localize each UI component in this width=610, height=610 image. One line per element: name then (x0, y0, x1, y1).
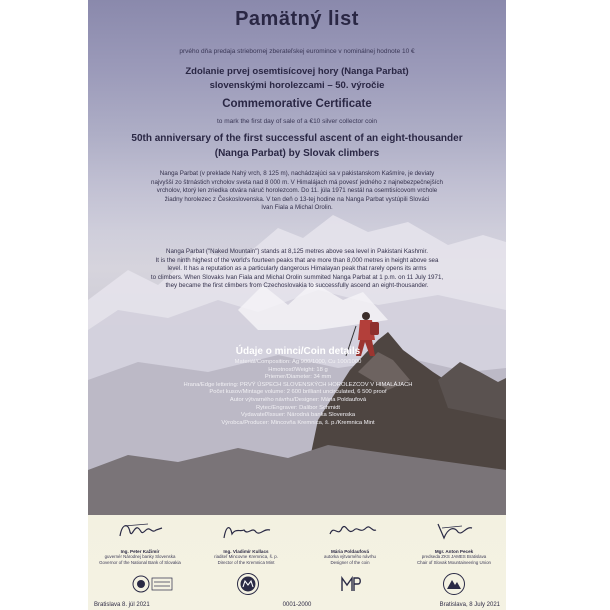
coin-details (148, 346, 448, 427)
signature-governor (90, 518, 190, 544)
paragraph-sk (100, 170, 494, 213)
certificate-number: 0001-2000 (282, 602, 312, 608)
signature-mint-director (196, 518, 296, 544)
signature-union-chair (404, 518, 504, 544)
signatory-name: Ing. Vladimír Kullacs (223, 549, 269, 554)
paragraph-en (100, 248, 494, 291)
subtitle-en: to mark the first day of sale of a €10 silver collector coin (216, 118, 378, 125)
designer-monogram-logo (339, 572, 363, 596)
paragraph-sk-line: najvyšší zo štrnástich vrcholov sveta nad 8 000 m. V Himalájach má povesť jedného z najnebezpečnejších (151, 178, 443, 186)
signatory-title-sk: guvernér Národnej banky Slovenska (104, 554, 176, 560)
coin-detail-row: Hmotnosť/Weight: 18 g (268, 366, 328, 373)
signatory-title-en: Governor of the National Bank of Slovakia (99, 559, 181, 565)
signatures-section (88, 518, 506, 610)
signature-designer (300, 518, 400, 544)
signatory-designer (300, 518, 400, 565)
heading-sk-line-2: slovenskými horolezcami – 50. výročie (209, 80, 385, 91)
signatory-title-en: Director of the Kremnica Mint (217, 559, 275, 565)
coin-details-heading: Údaje o minci/Coin details (235, 346, 361, 357)
certificate-title-en: Commemorative Certificate (222, 98, 372, 110)
signatory-mint-director (196, 518, 296, 565)
signatory-union-chair (404, 518, 504, 565)
coin-detail-row: Autor výtvarného návrhu/Designer: Mária Poldaufová (229, 396, 367, 403)
paragraph-sk-line: Ivan Fiala a Michal Orolin. (261, 204, 333, 212)
signatory-title-sk: predseda ZKS JAMES Bratislava (421, 554, 487, 560)
james-union-logo (442, 572, 466, 596)
paragraph-sk-line: Nanga Parbat (v preklade Nahý vrch, 8 125 m), nachádzajúci sa v pakistanskom Kašmíre, je deviaty (159, 170, 435, 177)
coin-detail-row: Materiál/Composition: Ag 900/1000, Cu 100/1000 (234, 359, 362, 365)
nbs-logo (132, 572, 174, 596)
paragraph-en-line: Nanga Parbat ("Naked Mountain") stands at 8,125 metres above sea level in Pakistani Kashmir. (165, 248, 428, 255)
signatory-title-en: Designer of the coin (330, 559, 370, 565)
paragraph-sk-line: vrcholov, ktorý len zriedka otvára náruč horolezcom. Do 11. júla 1971 nestál na osemtisícovom vrchole (156, 187, 438, 195)
signatory-title-en: Chair of Slovak Mountaineering Union (417, 559, 491, 565)
signatory-title-sk: autorka výtvarného návrhu (324, 554, 376, 560)
paragraph-en-line: they became the first climbers from Czechoslovakia to successfully ascend an eight-thousander. (165, 282, 429, 290)
signatory-governor (90, 518, 190, 565)
signatory-name: Mgr. Anton Pecek (434, 549, 474, 554)
coin-detail-row: Rytec/Engraver: Dalibor Schmidt (255, 404, 341, 411)
signatory-title-sk: riaditeľ Mincovne Kremnica, š. p. (214, 554, 278, 560)
coin-detail-row: Priemer/Diameter: 34 mm (264, 374, 332, 381)
certificate-sheet (88, 0, 506, 610)
date-en: Bratislava, 8 July 2021 (439, 602, 500, 608)
signatory-name: Ing. Peter Kažimír (120, 549, 160, 554)
paragraph-sk-line: žiadny horolezec z Československa. V ten deň o 13-tej hodine na Nanga Parbat vystúpili Slováci (164, 195, 430, 203)
coin-detail-row: Hrana/Edge lettering: PRVÝ ÚSPECH SLOVENSKÝCH HOROLEZCOV V HIMALÁJACH (183, 381, 413, 388)
subtitle-sk: prvého dňa predaja striebornej zberateľskej euromince v nominálnej hodnote 10 € (179, 48, 415, 55)
coin-detail-row: Vydavateľ/Issuer: Národná banka Slovenska (240, 412, 356, 419)
paragraph-en-line: to climbers. When Slovaks Ivan Fiala and Michal Orolin summited Nanga Parbat at 1 p.m. on 11 July 1971, (150, 273, 444, 281)
heading-sk-line-1: Zdolanie prvej osemtisícovej hory (Nanga Parbat) (185, 66, 409, 77)
heading-en-line-1: 50th anniversary of the first successful ascent of an eight-thousander (131, 133, 463, 144)
heading-en-line-2: (Nanga Parbat) by Slovak climbers (214, 148, 380, 159)
date-sk: Bratislava 8. júl 2021 (94, 602, 150, 608)
signatory-name: Mária Poldaufová (330, 549, 370, 554)
kremnica-mint-logo (236, 572, 260, 596)
coin-detail-row: Výrobca/Producer: Mincovňa Kremnica, š. p./Kremnica Mint (221, 419, 375, 426)
paragraph-en-line: level. It has a reputation as a particularly dangerous Himalayan peak that rarely opens its arms (167, 265, 427, 273)
certificate-title-sk: Pamätný list (235, 8, 359, 30)
coin-detail-row: Počet kusov/Mintage volume: 2 600 brilliant uncirculated, 6 500 proof (209, 389, 387, 396)
paragraph-en-line: It is the ninth highest of the world's fourteen peaks that are more than 8,000 metres in height above sea (155, 256, 439, 264)
